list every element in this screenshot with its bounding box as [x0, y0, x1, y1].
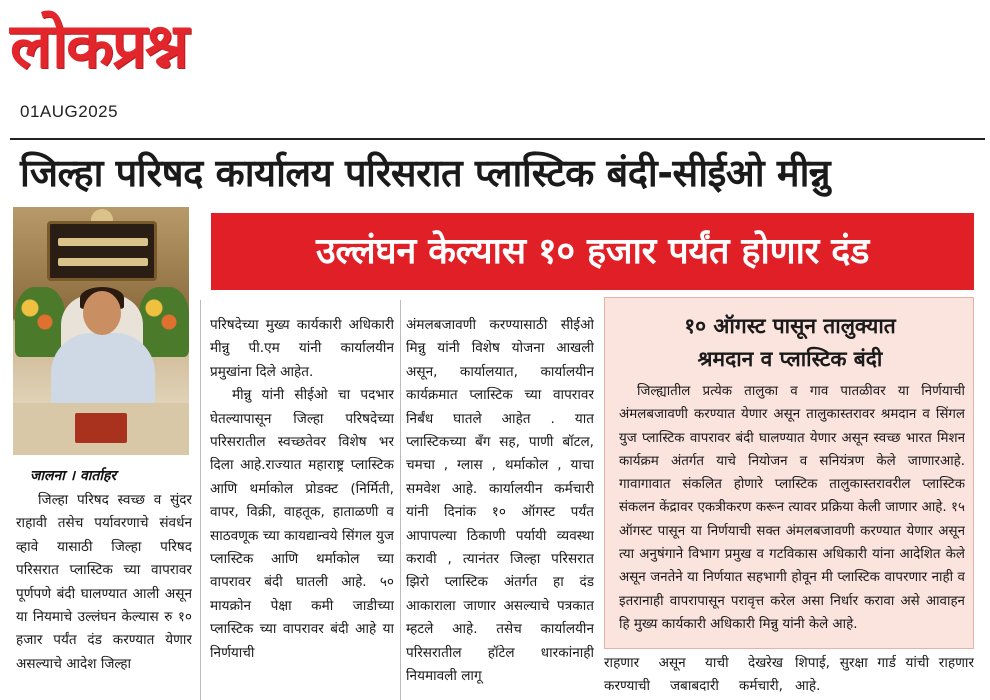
flower-plant-left [15, 287, 65, 357]
article-paragraph: मीन्नु यांनी सीईओ चा पदभार घेतल्यापासून जिल्हा परिषदेच्या परिसरातील स्वच्छतेवर विशेष भर दिला आहे.राज्यात महाराष्ट्र प्लास्टिक आणि थर्माकोल प्रोडक्ट (निर्मिती, वापर, विक्री, वाहतूक, हाताळणी व साठवणूक च्या कायद्यान्वये सिंगल युज प्लास्टिक आणि थर्माकोल च्या वापरावर बंदी घातली आहे. ५० मायक्रोन पेक्षा कमी जाडीच्या प्लास्टिक च्या वापरावर बंदी आहे या निर्णयाची [210, 387, 394, 661]
nameboard-line-2 [58, 258, 148, 266]
sidebar-body [619, 380, 965, 646]
subheadline-text: उल्लंघन केल्यास १० हजार पर्यंत होणार दंड [315, 231, 870, 272]
logo-text: लोकप्रश्न [10, 9, 187, 82]
top-divider [10, 138, 985, 140]
column-divider [200, 300, 201, 700]
newspaper-logo [10, 6, 290, 98]
nameboard-line-1 [58, 238, 148, 246]
ceo-photo [13, 207, 189, 455]
article-paragraph: अंमलबजावणी करण्यासाठी सीईओ मिन्नु यांनी विशेष योजना आखली असून, कार्यालयात, कार्यालयीन कार्यक्रमात प्लास्टिक च्या वापरावर निर्बंध घातले आहेत . यात प्लास्टिकच्या बँग सह, पाणी बॉटल, चमचा , ग्लास , थर्माकोल , याचा समवेश आहे. कार्यालयीन कर्मचारी यांनी दिनांक १० ऑगस्ट पर्यंत आपापल्या ठिकाणी पर्यायी व्यवस्था करावी , त्यानंतर जिल्हा परिसरात झिरो प्लास्टिक अंतर्गत हा दंड आकाराला जाणार असल्याचे पत्रकात म्हटले आहे. तसेच कार्यालयीन परिसरातील हॉटेल धारकांनाही नियमावली लागू [406, 317, 594, 685]
flower-plant-right [139, 287, 189, 357]
headline: जिल्हा परिषद कार्यालय परिसरात प्लास्टिक बंदी-सीईओ मीन्नु [20, 151, 831, 195]
sidebar-paragraph: जिल्ह्यातील प्रत्येक तालुका व गाव पातळीवर या निर्णयाची अंमलबजावणी करण्यात येणार असून तालुकास्तरावर श्रमदान व सिंगल युज प्लास्टिक वापरावर बंदी घालण्यात येणार असून स्वच्छ भारत मिशन कार्यक्रम अंतर्गत याचे नियोजन व सनियंत्रण केले जाणारआहे. गावागावात संकलित होणारे प्लास्टिक तालुकास्तरावरील प्लास्टिक संकलन केंद्रावर एकत्रीकरण करून त्यावर प्रक्रिया केली जाणार आहे. १५ ऑगस्ट पासून या निर्णयाची सक्त अंमलबजावणी करण्यात येणार असून त्या अनुषंगाने विभाग प्रमुख व गटविकास अधिकारी यांना आदेशित केले असून जनतेने या निर्णयात सहभागी होवून मी प्लास्टिक वापरणार नाही व इतरानाही वापरापासून परावृत्त करेल असा निर्धार करावा असे आवाहन हि मुख्य कार्यकारी अधिकारी मिन्नु यांनी केले आहे. [619, 384, 965, 632]
dateline: जालना । वार्ताहर [30, 468, 117, 484]
person-body [51, 333, 155, 413]
sidebar-title [605, 310, 975, 376]
article-paragraph: परिषदेच्या मुख्य कार्यकारी अधिकारी मीन्नु पी.एम यांनी कार्यालयीन प्रमुखांना दिले आहेत. [210, 317, 394, 380]
subheadline-banner [211, 213, 974, 290]
article-paragraph: राहणार असून याची देखरेख करण्याची जबाबदारी कर्मचारी, शिपाई, सुरक्षा गार्ड यांची राहणार आहे. [604, 655, 974, 694]
column-divider [400, 300, 401, 700]
person-head [83, 291, 121, 335]
article-column-3 [406, 314, 594, 700]
sidebar-title-line-1: १० ऑगस्ट पासून तालुक्यात [684, 314, 896, 338]
article-column-4 [604, 652, 974, 700]
article-paragraph: जिल्हा परिषद स्वच्छ व सुंदर राहावी तसेच पर्यावरणाचे संवर्धन व्हावे यासाठी जिल्हा परिषद परिसरात प्लास्टिक च्या वापरावर पूर्णपणे बंदी घालण्यात आली असून या नियमाचे उल्लंघन केल्यास रु १० हजार पर्यंत दंड करण्यात येणार असल्याचे आदेश जिल्हा [16, 492, 192, 672]
desk-file [75, 413, 127, 443]
article-column-1 [16, 489, 192, 700]
sidebar-title-line-2: श्रमदान व प्लास्टिक बंदी [697, 347, 883, 371]
article-column-2 [210, 314, 394, 700]
office-nameboard [47, 221, 157, 281]
publication-date: 01AUG2025 [20, 102, 119, 121]
sidebar-box [604, 297, 974, 649]
